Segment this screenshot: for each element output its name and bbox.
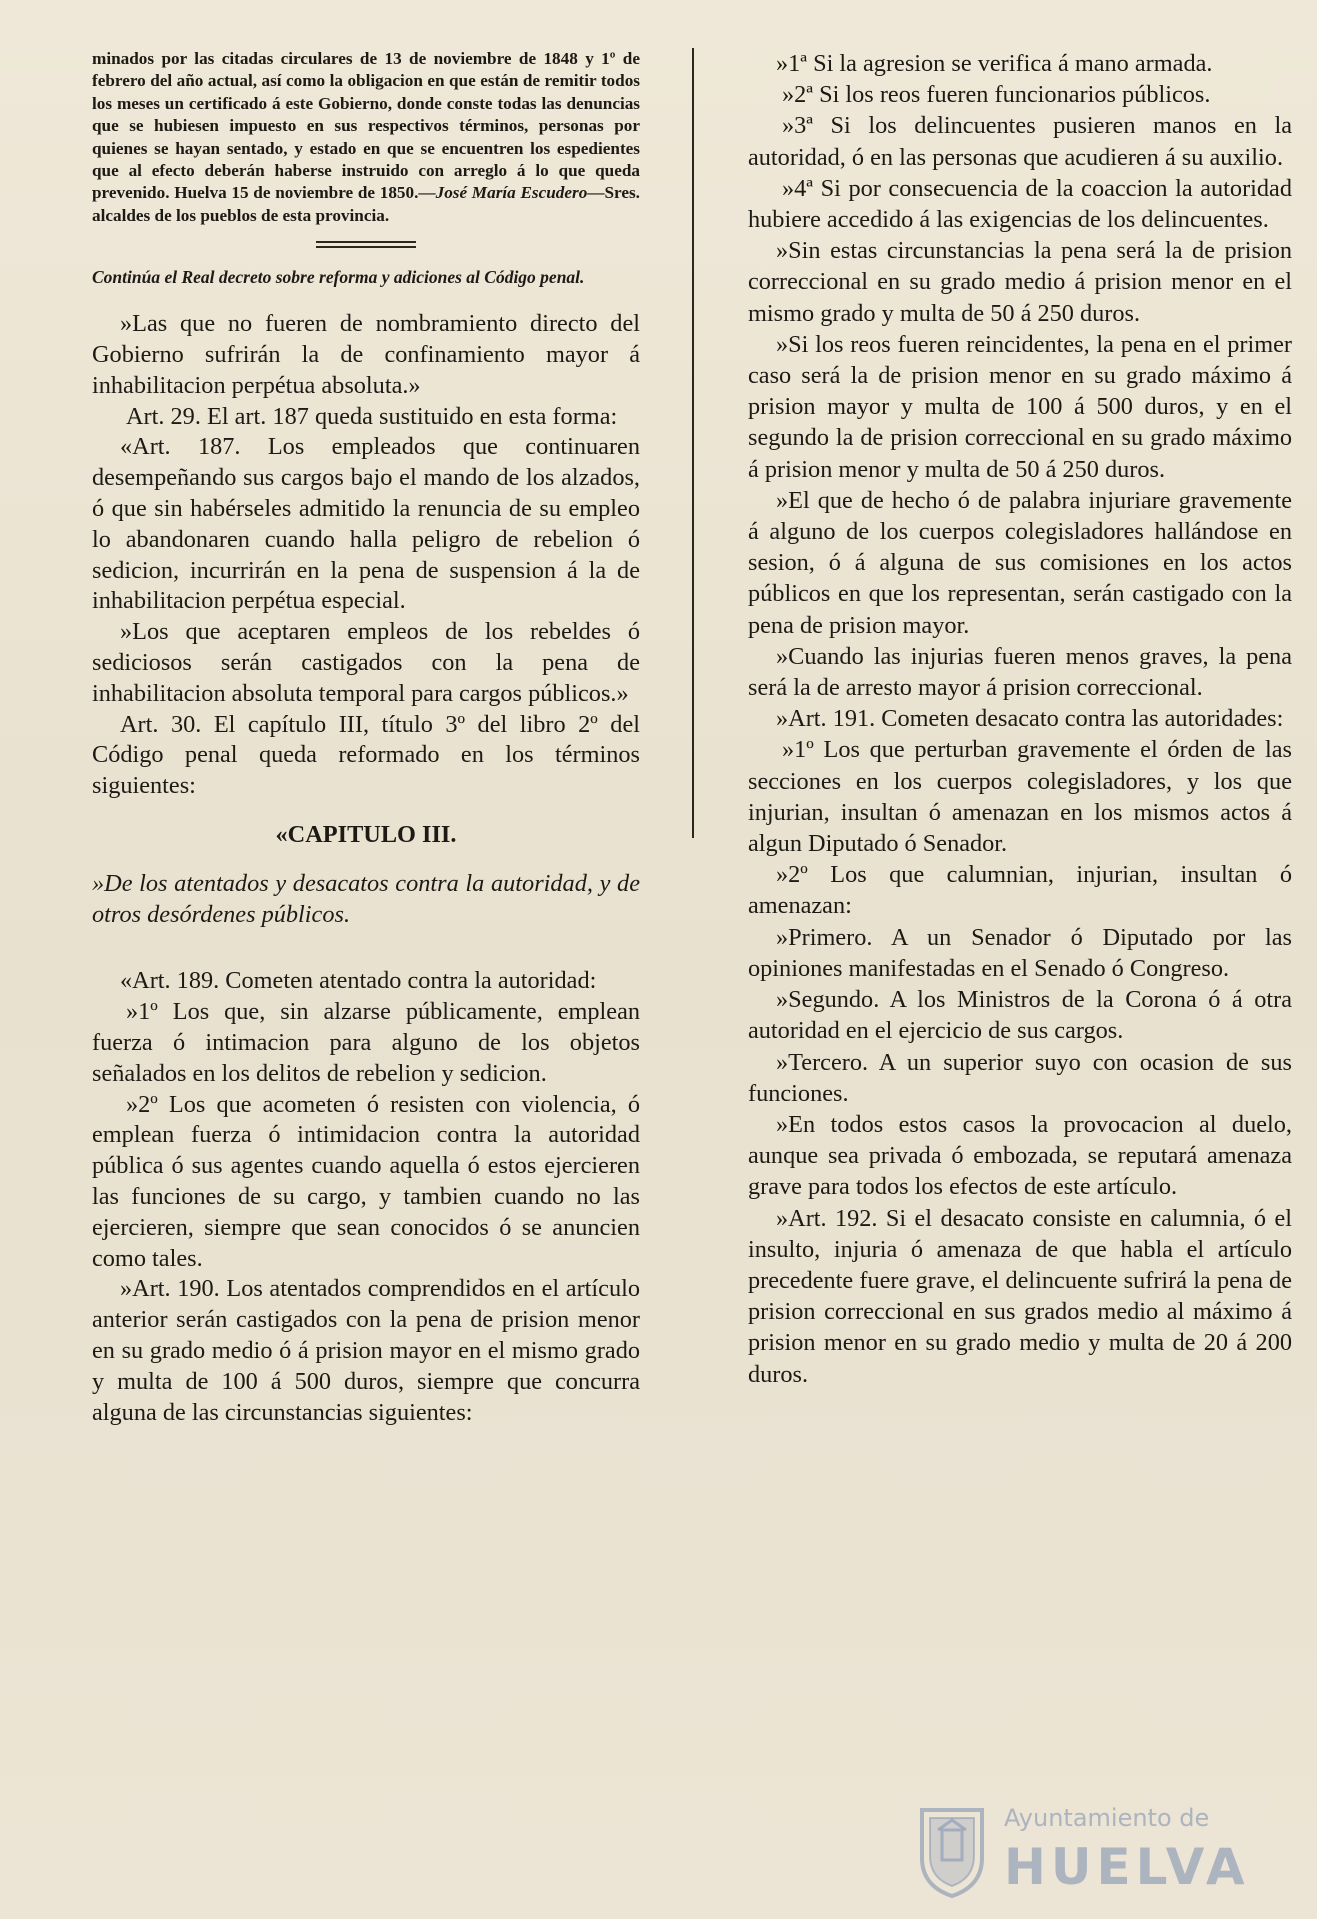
- dash: —: [587, 183, 605, 203]
- circular-text: minados por las citadas circulares de 13 de noviembre de 1848 y 1º de febrero del año actual, así como la obligacion en que están de remitir todos los meses un certificado á este Gobierno, donde conste todas las denuncias que se hubiesen impuesto en sus respectivos términos, personas por quienes se hayan sentado, y estado en que se encuentren los espedientes que al efecto deberán haberse instruido con arreglo á lo que queda prevenido. Huelva 15 de noviembre de 1850.: [92, 49, 640, 203]
- paragraph: »Las que no fueren de nombramiento directo del Gobierno sufrirán la de confinamiento mayor á inhabilitacion perpétua absoluta.»: [92, 310, 640, 399]
- paragraph: »3ª Si los delincuentes pusieren manos en la autoridad, ó en las personas que acudieren á su auxilio.: [748, 112, 1292, 171]
- column-rule: [692, 48, 694, 838]
- paragraph: »1ª Si la agresion se verifica á mano armada.: [776, 50, 1213, 77]
- paragraph: «Art. 187. Los empleados que continuaren desempeñando sus cargos bajo el mando de los alzados, ó que sin habérseles admitido la renuncia de su empleo lo abandonaren cuando halla peligro de rebelion ó sedicion, incurrirán en la pena de suspension á la de inhabilitacion perpétua especial.: [92, 433, 640, 615]
- watermark-line2: HUELVA: [1004, 1838, 1250, 1896]
- paragraph: »Si los reos fueren reincidentes, la pena en el primer caso será la de prision menor en su grado máximo á prision mayor y multa de 100 á 500 duros, y en el segundo la de prision correccional en su grado máximo á prision menor y multa de 50 á 250 duros.: [748, 330, 1292, 483]
- paragraph: »Segundo. A los Ministros de la Corona ó á otra autoridad en el ejercicio de sus cargos.: [748, 986, 1292, 1045]
- left-column: [92, 48, 640, 1428]
- chapter-title: «CAPITULO III.: [275, 821, 457, 848]
- section-divider: [316, 241, 416, 248]
- section-heading: Continúa el Real decreto sobre reforma y adiciones al Código penal.: [92, 267, 585, 288]
- paragraph: »En todos estos casos la provocacion al duelo, aunque sea privada ó embozada, se reputará amenaza grave para todos los efectos de este artículo.: [748, 1110, 1292, 1201]
- dash: —: [418, 183, 436, 203]
- paragraph: «Art. 189. Cometen atentado contra la autoridad:: [120, 967, 597, 995]
- paragraph: »1º Los que perturban gravemente el órden de las secciones en los cuerpos colegisladores, y los que injurian, insultan ó amenazan en los mismos actos á algun Diputado ó Senador.: [748, 736, 1292, 858]
- paragraph: »2º Los que acometen ó resisten con violencia, ó emplean fuerza ó intimidacion contra la autoridad pública ó sus agentes cuando aquella ó estos ejercieren las funciones de su cargo, y tambien cuando no las ejercieren, siempre que sean conocidos ó se anuncien como tales.: [92, 1090, 640, 1272]
- paragraph: »Art. 190. Los atentados comprendidos en el artículo anterior serán castigados con la pena de prision menor en su grado medio ó á prision mayor en el mismo grado y multa de 100 á 500 duros, siempre que concurra alguna de las circunstancias siguientes:: [92, 1275, 640, 1426]
- paragraph: »Art. 192. Si el desacato consiste en calumnia, ó el insulto, injuria ó amenaza de que habla el artículo precedente fuere grave, el delincuente sufrirá la pena de prision correccional en sus grados medio al máximo á prision menor en su grado medio y multa de 20 á 200 duros.: [748, 1204, 1292, 1388]
- watermark-line1: Ayuntamiento de: [1004, 1804, 1210, 1832]
- right-column: [748, 48, 1292, 1390]
- paragraph: »Cuando las injurias fueren menos graves, la pena será la de arresto mayor á prision correccional.: [748, 642, 1292, 702]
- paragraph: »4ª Si por consecuencia de la coaccion la autoridad hubiere accedido á las exigencias de los delincuentes.: [748, 174, 1292, 234]
- paragraph: »Art. 191. Cometen desacato contra las autoridades:: [776, 705, 1284, 733]
- circular-paragraph: [92, 48, 640, 227]
- watermark: [916, 1798, 1306, 1908]
- paragraph: Art. 29. El art. 187 queda sustituido en esta forma:: [126, 402, 618, 430]
- city-crest-icon: [916, 1800, 988, 1900]
- paragraph: »El que de hecho ó de palabra injuriare gravemente á alguno de los cuerpos colegisladores hallándose en sesion, ó á alguna de sus comisiones en los actos públicos en que los representan, serán castigado con la pena de prision mayor.: [748, 486, 1292, 639]
- paragraph: »2º Los que calumnian, injurian, insultan ó amenazan:: [748, 861, 1292, 920]
- paragraph: »Tercero. A un superior suyo con ocasion de sus funciones.: [748, 1048, 1292, 1107]
- paragraph: Art. 30. El capítulo III, título 3º del libro 2º del Código penal queda reformado en los términos siguientes:: [92, 710, 640, 800]
- paragraph: »2ª Si los reos fueren funcionarios públicos.: [782, 81, 1211, 109]
- paragraph: »Primero. A un Senador ó Diputado por las opiniones manifestadas en el Senado ó Congreso.: [748, 923, 1292, 982]
- paragraph: »Sin estas circunstancias la pena será la de prision correccional en su grado medio á prision menor en el mismo grado y multa de 50 á 250 duros.: [748, 237, 1292, 327]
- signature: José María Escudero: [435, 183, 588, 203]
- paragraph: »1º Los que, sin alzarse públicamente, emplean fuerza ó intimacion para alguno de los objetos señalados en los delitos de rebelion y sedicion.: [92, 998, 640, 1087]
- paragraph: »Los que aceptaren empleos de los rebeldes ó sediciosos serán castigados con la pena de inhabilitacion absoluta temporal para cargos públicos.»: [92, 618, 640, 707]
- chapter-subtitle: »De los atentados y desacatos contra la autoridad, y de otros desórdenes públicos.: [92, 869, 640, 928]
- addressee: Sres. alcaldes de los pueblos de esta provincia.: [92, 183, 640, 225]
